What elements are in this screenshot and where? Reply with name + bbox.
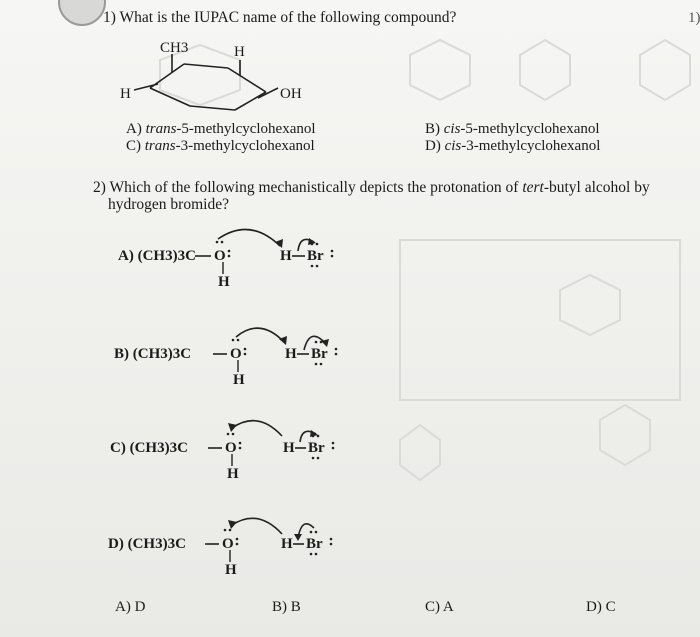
svg-text:C) (CH3)3C: C) (CH3)3C <box>110 440 188 456</box>
answer-c: C) A <box>425 599 454 615</box>
h-top-label: H <box>234 44 245 60</box>
svg-text:O: O <box>222 536 234 552</box>
svg-text:Br: Br <box>306 536 323 552</box>
svg-text:Br: Br <box>308 440 325 456</box>
svg-text:H: H <box>281 536 293 552</box>
mechanism-b <box>0 320 420 400</box>
svg-text:D) (CH3)3C: D) (CH3)3C <box>108 536 186 552</box>
question-2-line1: 2) Which of the following mechanistically depicts the protonation of tert-butyl alcohol by <box>93 179 650 196</box>
h-left-label: H <box>120 86 131 102</box>
mechanism-a <box>0 222 420 302</box>
svg-text:H: H <box>218 274 230 290</box>
option-1a: A) trans-5-methylcyclohexanol <box>126 121 316 137</box>
margin-question-number: 1) <box>688 10 700 26</box>
option-1c: C) trans-3-methylcyclohexanol <box>126 138 315 154</box>
svg-text:O: O <box>230 346 242 362</box>
svg-text:H: H <box>233 372 245 388</box>
oh-label: OH <box>280 86 302 102</box>
svg-text:H: H <box>285 346 297 362</box>
svg-text:A) (CH3)3C: A) (CH3)3C <box>118 248 196 264</box>
svg-text:Br: Br <box>311 346 328 362</box>
svg-text:H: H <box>283 440 295 456</box>
question-2-line2: hydrogen bromide? <box>108 196 229 213</box>
svg-text:Br: Br <box>307 248 324 264</box>
mechanism-d <box>0 510 420 590</box>
svg-text:B) (CH3)3C: B) (CH3)3C <box>114 346 192 362</box>
option-1d: D) cis-3-methylcyclohexanol <box>425 138 601 154</box>
question-1-text: 1) What is the IUPAC name of the following compound? <box>103 9 457 26</box>
cyclohexanol-structure <box>110 40 340 115</box>
svg-text:H: H <box>225 562 237 578</box>
svg-text:H: H <box>227 466 239 482</box>
option-1b: B) cis-5-methylcyclohexanol <box>425 121 600 137</box>
svg-text:O: O <box>225 440 237 456</box>
mechanism-c <box>0 414 420 494</box>
ch3-label: CH3 <box>160 40 189 56</box>
svg-text:H: H <box>280 248 292 264</box>
answer-a: A) D <box>115 599 146 615</box>
answer-b: B) B <box>272 599 301 615</box>
answer-d: D) C <box>586 599 616 615</box>
svg-text:O: O <box>214 248 226 264</box>
